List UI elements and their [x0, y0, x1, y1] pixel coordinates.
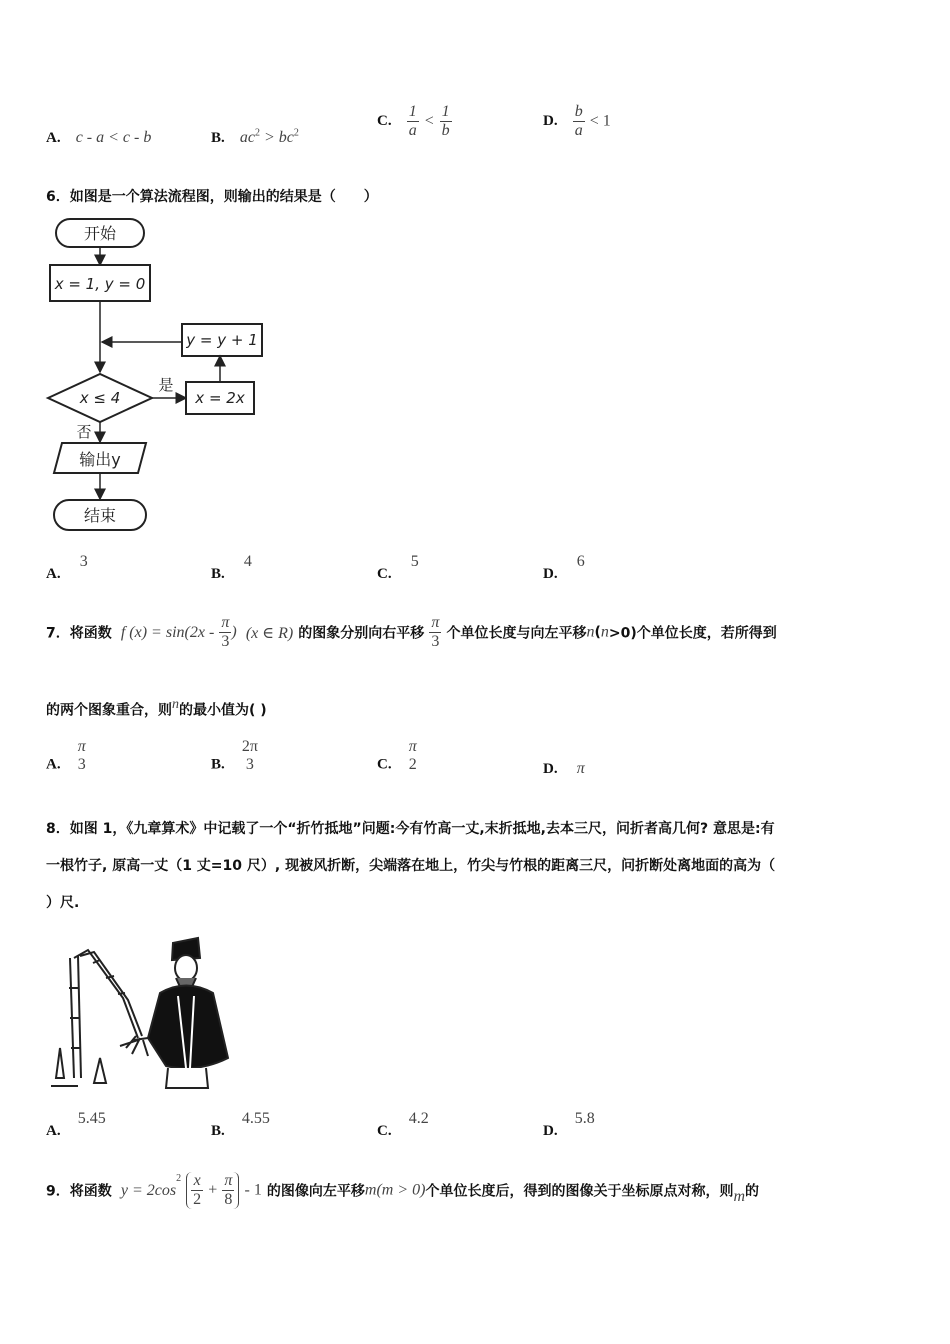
q8-illustration: [48, 928, 233, 1093]
q7-option-c: [377, 738, 419, 774]
option-letter: A.: [46, 756, 61, 773]
option-letter: D.: [543, 761, 558, 777]
q9-plus: +: [208, 1181, 218, 1199]
flow-init-label: x = 1, y = 0: [54, 275, 146, 293]
option-rel: < 1: [589, 112, 611, 130]
q9-sup: 2: [176, 1173, 182, 1184]
option-letter: A.: [46, 566, 61, 582]
option-letter: A.: [46, 1123, 61, 1139]
flow-step2-label: y = y + 1: [186, 331, 258, 349]
fraction: $\frac{\pi}{8}$: [224, 1172, 233, 1208]
q9-line1: [46, 1172, 759, 1209]
option-value: 5.8: [574, 1110, 595, 1127]
q8-option-c: [377, 1108, 429, 1140]
q7-text: 的两个图象重合，则: [46, 702, 172, 719]
option-letter: C.: [377, 566, 392, 582]
q9-text: 个单位长度后，得到的图像关于坐标原点对称，则: [425, 1183, 734, 1200]
q9-minus: - 1: [244, 1181, 262, 1199]
fraction: $\frac{b}{a}$: [574, 103, 583, 139]
fraction: $\frac{\pi}{3}$: [221, 614, 230, 650]
option-rel: <: [423, 112, 435, 130]
q8-line2: 一根竹子, 原高一丈（1 丈=10 尺）, 现被风折断，尖端落在地上，竹尖与竹根的距离三尺，问折断处离地面的高为（: [46, 858, 776, 874]
q9-func: y = 2cos: [120, 1181, 177, 1199]
option-letter: D.: [543, 113, 558, 129]
q8-option-b: [211, 1108, 270, 1140]
q6-flowchart: [40, 215, 280, 535]
option-value: π: [576, 760, 585, 777]
option-letter: C.: [377, 113, 392, 129]
fraction: $\frac{1}{a}$: [408, 103, 417, 139]
q7-line2: [46, 697, 267, 719]
q7-func: f (x) = sin(2x -: [120, 623, 215, 641]
q9-paren-group: [186, 1172, 239, 1209]
q6-stem: 6．如图是一个算法流程图，则输出的结果是（ ）: [46, 189, 378, 205]
fraction: $\frac{\pi}{3}$: [431, 614, 440, 650]
flow-output-label: 输出y: [79, 450, 121, 469]
q7-text: (: [594, 624, 601, 641]
option-value: c - a < c - b: [75, 129, 152, 146]
q7-n: n: [600, 623, 609, 641]
q7-num: 7．将函数: [46, 625, 112, 642]
q7-n: n: [586, 623, 595, 641]
option-letter: B.: [211, 130, 225, 146]
flow-step1-label: x = 2x: [195, 389, 245, 407]
fraction: $\frac{1}{b}$: [441, 103, 450, 139]
q6-option-a: [46, 551, 88, 583]
q7-text: 个单位长度与向左平移: [446, 625, 587, 642]
option-value: 5.45: [77, 1110, 106, 1127]
q7-option-a: [46, 738, 88, 774]
q9-text: 的图像向左平移: [266, 1183, 365, 1200]
q7-line1: [46, 614, 777, 651]
q5-option-d: [543, 103, 611, 140]
q9-m-expr: m(m > 0): [364, 1181, 426, 1199]
option-letter: B.: [211, 756, 225, 773]
flow-end-label: 结束: [83, 506, 117, 525]
q7-text: 的图象分别向右平移: [298, 625, 425, 642]
flow-start-label: 开始: [83, 224, 117, 243]
option-value: 3: [79, 553, 88, 570]
option-value-rel: > bc: [259, 129, 294, 146]
flow-yes-label: 是: [158, 376, 174, 394]
q7-n: n: [172, 697, 179, 712]
q7-option-b: [211, 738, 260, 774]
q5-option-a: [46, 127, 151, 147]
option-value: 4.2: [408, 1110, 429, 1127]
q6-option-c: [377, 551, 419, 583]
q7-domain: (x ∈ R): [245, 624, 294, 642]
option-letter: B.: [211, 1123, 225, 1139]
q9-text: 的: [745, 1183, 760, 1200]
q9-num: 9．将函数: [46, 1183, 112, 1200]
option-letter: A.: [46, 130, 61, 146]
option-sup: 2: [254, 127, 260, 139]
q7-option-d: [543, 758, 585, 778]
flow-decision-label: x ≤ 4: [79, 389, 121, 407]
q8-option-a: [46, 1108, 106, 1140]
option-letter: C.: [377, 756, 392, 773]
fraction: $\frac{x}{2}$: [193, 1172, 202, 1208]
flow-no-label: 否: [76, 423, 92, 441]
option-letter: C.: [377, 1123, 392, 1139]
q6-option-b: [211, 551, 252, 583]
fraction: π 3: [77, 738, 86, 773]
option-value: 4: [243, 553, 252, 570]
option-sup: 2: [293, 127, 299, 139]
q9-m: m: [733, 1188, 746, 1205]
option-value: 4.55: [241, 1110, 270, 1127]
option-value-base: ac: [239, 129, 255, 146]
q8-option-d: [543, 1108, 595, 1140]
option-letter: D.: [543, 1123, 558, 1139]
fraction: π 2: [408, 738, 417, 773]
q7-func-close: ): [231, 623, 237, 641]
q8-line3: ）尺.: [46, 895, 80, 911]
option-value: 6: [576, 553, 585, 570]
q6-option-d: [543, 551, 585, 583]
q7-text: >0)个单位长度，若所得到: [608, 625, 777, 642]
option-letter: D.: [543, 566, 558, 582]
q5-option-b: [211, 127, 299, 147]
option-value: 5: [410, 553, 419, 570]
q5-option-c: [377, 103, 452, 140]
q7-text: 的最小值为( ): [179, 702, 267, 719]
q8-line1: 8．如图 1，《九章算术》中记载了一个“折竹抵地”问题:今有竹高一丈,末折抵地,去本三尺，问折者高几何? 意思是:有: [46, 821, 775, 837]
fraction: 2π 3: [241, 738, 258, 773]
option-letter: B.: [211, 566, 225, 582]
